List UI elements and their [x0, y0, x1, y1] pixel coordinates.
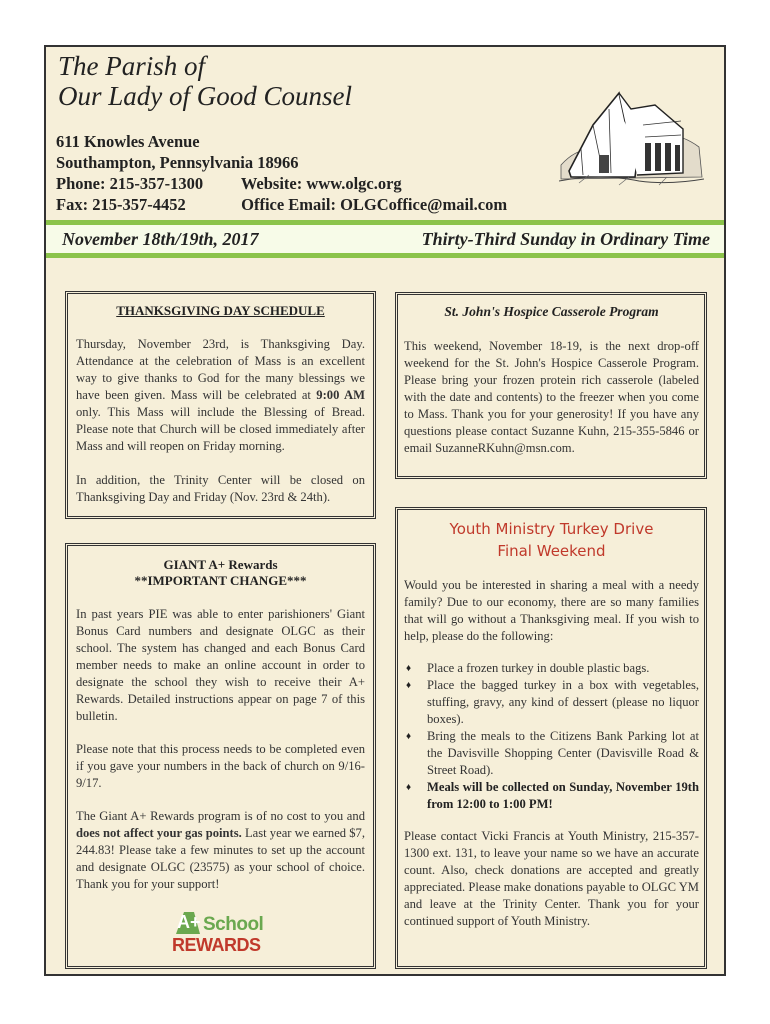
- giant-gas-points-note: does not affect your gas points.: [76, 826, 242, 840]
- thanksgiving-p1-text-b: only. This Mass will include the Blessing of Bread. Please note that Church will be closed immediately after Mass and will reopen on Friday morning.: [76, 405, 365, 453]
- youth-outro: Please contact Vicki Francis at Youth Ministry, 215-357-1300 ext. 131, to leave your name so we have an accurate count. Also, check donations are accepted and greatly appreciated. Please make donations payable to OLGC YM and leave at the Trinity Center. Thank you for your continued support of Youth Ministry.: [404, 829, 699, 928]
- phone-row: [56, 173, 507, 194]
- contact-block: [56, 131, 507, 215]
- logo-school: School: [203, 914, 264, 935]
- giant-paragraph-3: [76, 808, 365, 893]
- hospice-title: St. John's Hospice Casserole Program: [444, 304, 659, 319]
- giant-title-2: **IMPORTANT CHANGE***: [134, 573, 307, 588]
- youth-bullet-1: ♦ Place a frozen turkey in double plastic bags.: [404, 660, 699, 677]
- thanksgiving-schedule-box: [65, 291, 376, 519]
- youth-bullet-3: ♦ Bring the meals to the Citizens Bank Parking lot at the Davisville Shopping Center (Davisville Road & Street Road).: [404, 728, 699, 779]
- thanksgiving-mass-time: 9:00 AM: [316, 388, 365, 402]
- youth-turkey-drive-box: [395, 507, 707, 969]
- website-link[interactable]: Website: www.olgc.org: [240, 174, 402, 193]
- thanksgiving-paragraph-1: [76, 336, 365, 455]
- hospice-casserole-box: [395, 292, 707, 479]
- giant-paragraph-1: In past years PIE was able to enter parishioners' Giant Bonus Card numbers and designate OLGC as their school. The system has changed and each Bonus Card member needs to make an online account in order to designate the school they wish to receive their A+ Rewards. Detailed instructions appear on page 7 of this bulletin.: [76, 607, 365, 723]
- giant-p3-text-b: Last year we earned $7, 244.83! Please take a few minutes to set up the account and designate OLGC (23575) as your school of choice. Thank you for your support!: [76, 826, 366, 891]
- banner-occasion: Thirty-Third Sunday in Ordinary Time: [421, 229, 710, 249]
- giant-paragraph-2: Please note that this process needs to be completed even if you gave your numbers in the back of church on 9/16-9/17.: [76, 742, 365, 790]
- address-line1: 611 Knowles Avenue: [56, 132, 200, 151]
- email-link[interactable]: Office Email: OLGCoffice@mail.com: [241, 195, 508, 214]
- date-banner: [46, 220, 724, 258]
- a-plus-school-rewards-logo: [172, 908, 272, 956]
- youth-title-2: Final Weekend: [497, 542, 606, 560]
- address-line2: Southampton, Pennsylvania 18966: [56, 153, 299, 172]
- giant-rewards-box: [65, 543, 376, 969]
- bulletin-page: [44, 45, 726, 976]
- fax-text: Fax: 215-357-4452: [56, 195, 186, 214]
- logo-rewards: REWARDS: [172, 935, 261, 955]
- logo-a-plus: A+: [177, 912, 201, 932]
- thanksgiving-title: THANKSGIVING DAY SCHEDULE: [116, 303, 325, 318]
- thanksgiving-p1-text-a: Thursday, November 23rd, is Thanksgiving Day. Attendance at the celebration of Mass is an excellent way to give thanks to God for the many blessings we have been given. Mass will be celebrated at: [76, 337, 365, 402]
- banner-date: November 18th/19th, 2017: [62, 229, 259, 249]
- parish-title-line1: The Parish of: [58, 51, 206, 81]
- thanksgiving-paragraph-2: In addition, the Trinity Center will be closed on Thanksgiving Day and Friday (Nov. 23rd & 24th).: [76, 473, 365, 504]
- church-illustration-icon: [559, 85, 704, 191]
- youth-intro: Would you be interested in sharing a meal with a needy family? Due to our economy, there are so many families that will go without a Thanksgiving meal. If you wish to help, please do the following:: [404, 578, 699, 643]
- youth-bullet-2: ♦ Place the bagged turkey in a box with vegetables, stuffing, gravy, any kind of dessert (please no liquor boxes).: [404, 677, 699, 728]
- fax-row: [56, 194, 507, 215]
- youth-instructions-list: [404, 660, 699, 813]
- hospice-body: This weekend, November 18-19, is the next drop-off weekend for the St. John's Hospice Casserole Program. Please bring your frozen protein rich casserole (labeled with the date and contents) to the freezer when you come to Mass. Thank you for your generosity! If you have any questions please contact Suzanne Kuhn, 215-355-5846 or email SuzanneRKuhn@msn.com.: [404, 339, 699, 455]
- giant-p3-text-a: The Giant A+ Rewards program is of no cost to you and: [76, 809, 365, 823]
- phone-text: Phone: 215-357-1300: [56, 174, 204, 193]
- parish-title-line2: Our Lady of Good Counsel: [58, 81, 353, 111]
- giant-title-1: GIANT A+ Rewards: [163, 557, 278, 572]
- youth-title-1: Youth Ministry Turkey Drive: [449, 520, 654, 538]
- parish-title: [58, 51, 352, 111]
- youth-bullet-4: ♦ Meals will be collected on Sunday, November 19th from 12:00 to 1:00 PM!: [404, 779, 699, 813]
